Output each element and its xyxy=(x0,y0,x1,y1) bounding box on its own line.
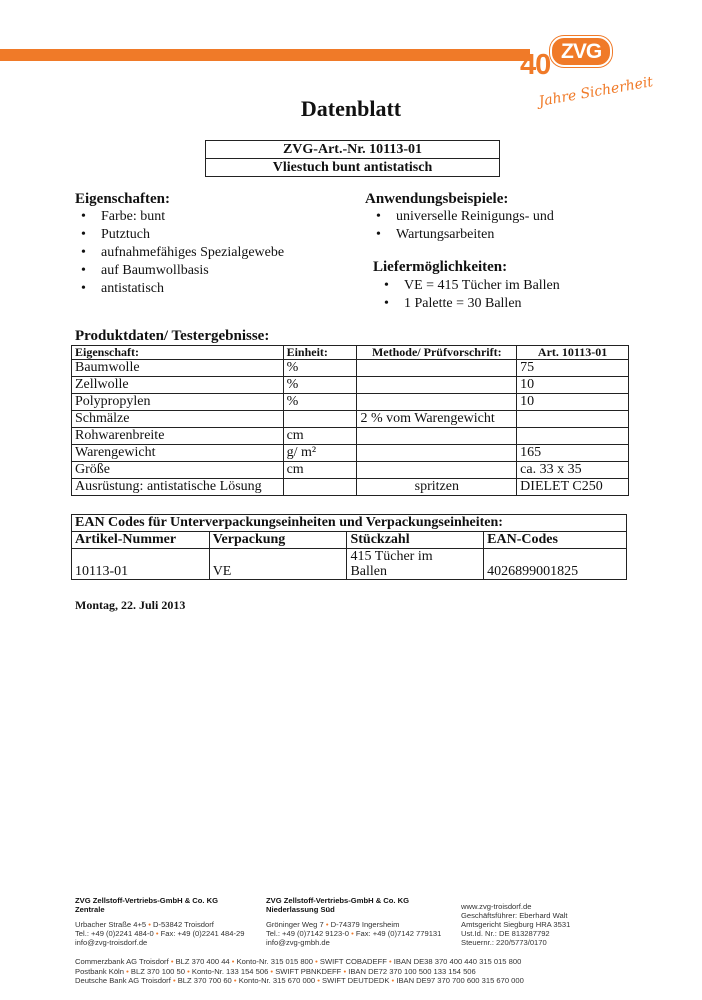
footer-company: ZVG Zellstoff-Vertriebs-GmbH & Co. KG xyxy=(266,896,410,905)
table-cell: cm xyxy=(283,428,357,445)
table-cell: Warengewicht xyxy=(72,445,284,462)
applications-list xyxy=(370,208,554,244)
list-item: • 1 Palette = 30 Ballen xyxy=(378,295,560,313)
separator-dot: • xyxy=(270,966,274,976)
bank-blz: BLZ 370 700 60 xyxy=(177,976,232,985)
list-item: • aufnahmefähiges Spezialgewebe xyxy=(75,244,284,262)
footer-branch: Zentrale xyxy=(75,905,105,914)
delivery-heading: Liefermöglichkeiten: xyxy=(373,259,508,275)
footer-address: Urbacher Straße 4+5 xyxy=(75,920,147,929)
table-cell xyxy=(517,428,629,445)
table-header-row xyxy=(72,532,627,549)
table-cell: DIELET C250 xyxy=(517,479,629,496)
footer-phone: Tel.: +49 (0)7142 9123-0 xyxy=(266,929,349,938)
table-cell: VE xyxy=(209,549,347,580)
page-title: Datenblatt xyxy=(300,96,402,121)
table-cell: cm xyxy=(283,462,357,479)
footer-fax: Fax: +49 (0)2241 484-29 xyxy=(160,929,245,938)
footer-city: D-53842 Troisdorf xyxy=(153,920,214,929)
logo-forty: 40 xyxy=(520,49,551,81)
separator-dot: • xyxy=(126,966,129,976)
separator-dot: • xyxy=(391,976,395,985)
list-item-continuation xyxy=(370,226,554,244)
delivery-list xyxy=(378,277,560,313)
applications-heading: Anwendungsbeispiele: xyxy=(365,191,509,207)
footer-fax: Fax: +49 (0)7142 779131 xyxy=(355,929,442,938)
footer-email: info@zvg-gmbh.de xyxy=(266,938,330,947)
table-cell: 10 xyxy=(517,377,629,394)
ean-table-heading: EAN Codes für Unterverpackungseinheiten und Verpackungseinheiten: xyxy=(72,515,627,532)
separator-dot: • xyxy=(351,929,354,938)
separator-dot: • xyxy=(325,920,329,929)
table-cell: Rohwarenbreite xyxy=(72,428,284,445)
column-header: Eigenschaft: xyxy=(72,346,284,360)
bank-account: Konto-Nr. 133 154 506 xyxy=(191,966,269,976)
table-row xyxy=(72,411,629,428)
list-item-text: Wartungsarbeiten xyxy=(396,227,495,242)
product-table xyxy=(71,345,629,496)
column-header: EAN-Codes xyxy=(484,532,627,549)
separator-dot: • xyxy=(148,920,151,929)
bank-iban: IBAN DE38 370 400 440 315 015 800 xyxy=(393,957,522,966)
bank-name: Postbank Köln xyxy=(75,966,124,976)
properties-heading: Eigenschaften: xyxy=(75,191,170,207)
footer-court: Amtsgericht Siegburg HRA 3531 xyxy=(461,920,571,929)
table-header-row xyxy=(72,346,629,360)
header-accent-bar xyxy=(0,49,530,61)
bank-line xyxy=(75,967,524,977)
column-header: Methode/ Prüfvorschrift: xyxy=(357,346,517,360)
table-cell: 2 % vom Warengewicht xyxy=(357,411,517,428)
footer-city: D-74379 Ingersheim xyxy=(330,920,400,929)
table-cell xyxy=(357,445,517,462)
list-item: • auf Baumwollbasis xyxy=(75,262,284,280)
table-cell: % xyxy=(283,394,357,411)
footer-tax: Steuernr.: 220/5773/0170 xyxy=(461,938,547,947)
table-cell: Größe xyxy=(72,462,284,479)
bank-iban: IBAN DE72 370 100 500 133 154 506 xyxy=(348,966,476,976)
table-row xyxy=(72,394,629,411)
list-item: • universelle Reinigungs- und xyxy=(370,208,554,226)
bank-swift: SWIFT PBNKDEFF xyxy=(275,966,342,976)
article-name: Vliestuch bunt antistatisch xyxy=(206,158,499,176)
table-cell xyxy=(283,411,357,428)
article-box xyxy=(205,140,500,177)
table-row xyxy=(72,377,629,394)
table-cell: 75 xyxy=(517,360,629,377)
bank-iban: IBAN DE97 370 700 600 315 670 000 xyxy=(396,976,524,985)
table-row xyxy=(72,360,629,377)
footer-web: www.zvg-troisdorf.de xyxy=(461,902,532,911)
logo-brand: ZVG xyxy=(550,36,612,67)
table-cell: 10113-01 xyxy=(72,549,210,580)
separator-dot: • xyxy=(315,957,318,966)
table-cell xyxy=(283,479,357,496)
table-cell xyxy=(357,394,517,411)
bank-name: Commerzbank AG Troisdorf xyxy=(75,957,169,966)
separator-dot: • xyxy=(389,957,392,966)
table-cell xyxy=(357,360,517,377)
product-table-heading: Produktdaten/ Testergebnisse: xyxy=(75,328,270,344)
document-date: Montag, 22. Juli 2013 xyxy=(75,598,186,612)
bank-blz: BLZ 370 100 50 xyxy=(130,966,185,976)
table-cell: Schmälze xyxy=(72,411,284,428)
table-cell xyxy=(357,462,517,479)
separator-dot: • xyxy=(170,957,174,966)
list-item: • Putztuch xyxy=(75,226,284,244)
bank-account: Konto-Nr. 315 670 000 xyxy=(238,976,316,985)
footer-company: ZVG Zellstoff-Vertriebs-GmbH & Co. KG xyxy=(75,896,219,905)
bank-swift: SWIFT COBADEFF xyxy=(319,957,387,966)
table-cell: % xyxy=(283,360,357,377)
footer-bank-details xyxy=(75,957,524,986)
table-cell: ca. 33 x 35 xyxy=(517,462,629,479)
table-cell: 4026899001825 xyxy=(484,549,627,580)
separator-dot: • xyxy=(233,976,237,985)
table-cell xyxy=(357,377,517,394)
separator-dot: • xyxy=(343,966,347,976)
column-header: Stückzahl xyxy=(347,532,484,549)
table-cell: g/ m² xyxy=(283,445,357,462)
table-cell: 165 xyxy=(517,445,629,462)
list-item: • antistatisch xyxy=(75,280,284,298)
ean-table-title-row xyxy=(72,515,627,532)
table-cell: Zellwolle xyxy=(72,377,284,394)
quantity-line: 415 Tücher im xyxy=(350,549,433,564)
column-header: Art. 10113-01 xyxy=(517,346,629,360)
zvg-logo xyxy=(520,24,660,110)
table-cell: % xyxy=(283,377,357,394)
ean-table xyxy=(71,514,627,580)
separator-dot: • xyxy=(187,966,190,976)
table-row xyxy=(72,445,629,462)
article-number: ZVG-Art.-Nr. 10113-01 xyxy=(282,142,423,157)
separator-dot: • xyxy=(317,976,320,985)
table-row xyxy=(72,428,629,445)
footer-branch: Niederlassung Süd xyxy=(266,905,335,914)
table-cell: Polypropylen xyxy=(72,394,284,411)
footer-vat: Ust.Id. Nr.: DE 813287792 xyxy=(461,929,550,938)
footer-phone: Tel.: +49 (0)2241 484-0 xyxy=(75,929,154,938)
table-cell: Ausrüstung: antistatische Lösung xyxy=(72,479,284,496)
bank-account: Konto-Nr. 315 015 800 xyxy=(236,957,313,966)
footer-address: Gröninger Weg 7 xyxy=(266,920,324,929)
footer-manager: Geschäftsführer: Eberhard Walt xyxy=(461,911,568,920)
separator-dot: • xyxy=(155,929,159,938)
footer-branch-south xyxy=(266,896,441,947)
bank-name: Deutsche Bank AG Troisdorf xyxy=(75,976,171,985)
table-cell xyxy=(517,411,629,428)
table-cell: Baumwolle xyxy=(72,360,284,377)
table-cell: 10 xyxy=(517,394,629,411)
properties-list xyxy=(75,208,284,298)
footer-legal xyxy=(461,902,570,947)
list-item: • Farbe: bunt xyxy=(75,208,284,226)
table-row xyxy=(72,479,629,496)
footer-headquarters xyxy=(75,896,244,947)
table-cell xyxy=(357,428,517,445)
table-row xyxy=(72,549,627,580)
bank-swift: SWIFT DEUTDEDK xyxy=(322,976,390,985)
bank-line xyxy=(75,957,524,967)
table-cell xyxy=(347,549,484,580)
column-header: Artikel-Nummer xyxy=(72,532,210,549)
bank-line xyxy=(75,976,524,986)
bank-blz: BLZ 370 400 44 xyxy=(175,957,230,966)
quantity-line: Ballen xyxy=(350,564,387,579)
separator-dot: • xyxy=(231,957,235,966)
table-row xyxy=(72,462,629,479)
column-header: Verpackung xyxy=(209,532,347,549)
footer-email: info@zvg-troisdorf.de xyxy=(75,938,148,947)
column-header: Einheit: xyxy=(283,346,357,360)
separator-dot: • xyxy=(172,976,176,985)
list-item: • VE = 415 Tücher im Ballen xyxy=(378,277,560,295)
logo-slogan: Jahre Sicherheit xyxy=(537,74,655,110)
table-cell: spritzen xyxy=(357,479,517,496)
